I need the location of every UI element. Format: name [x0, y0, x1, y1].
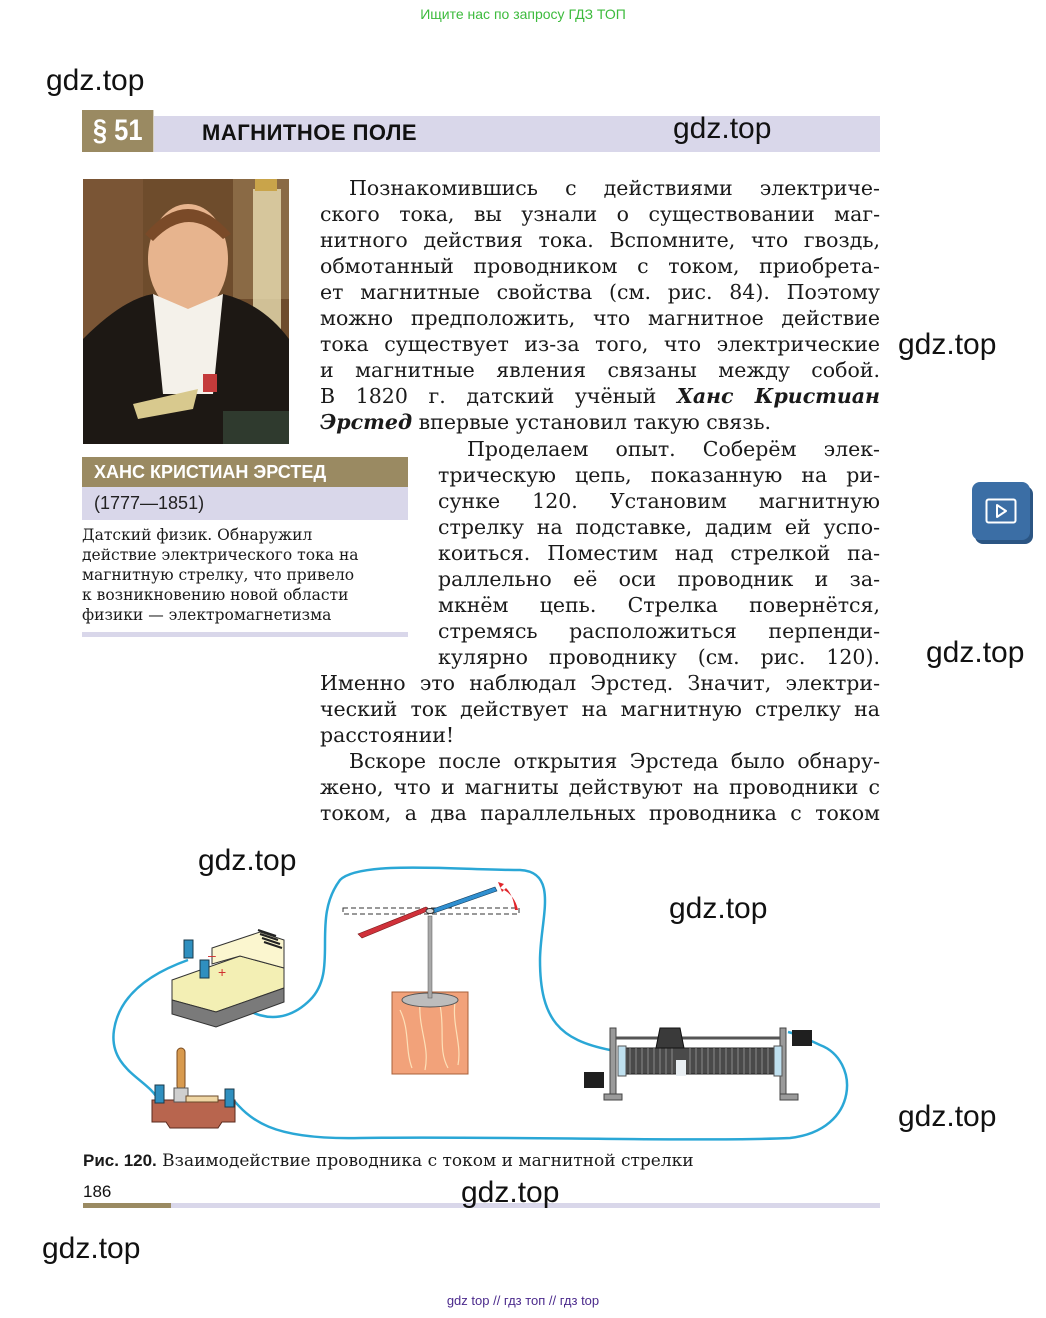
watermark: gdz.top: [898, 1100, 997, 1133]
text-line: [320, 383, 880, 409]
paragraph-2-continued: [320, 670, 880, 826]
text-line: и магнитные явления связаны между собой.: [320, 358, 880, 382]
bio-description: [82, 525, 408, 625]
bio-divider: [82, 632, 408, 637]
watermark: gdz.top: [898, 328, 997, 361]
text-line: сунке 120. Установим магнитную: [438, 489, 880, 513]
text-line: коиться. Поместим над стрелкой па-: [438, 541, 880, 565]
text-line: [320, 409, 880, 435]
paragraph-1: [320, 175, 880, 435]
text-line: током, а два параллельных проводника с током: [320, 801, 880, 825]
text-line: расстоянии!: [320, 723, 455, 747]
video-button[interactable]: [972, 482, 1030, 540]
text-line: ет магнитные свойства (см. рис. 84). Поэтому: [320, 280, 880, 304]
text-line: можно предположить, что магнитное действие: [320, 306, 880, 330]
play-video-icon: [985, 498, 1017, 524]
bio-line: магнитную стрелку, что привело: [82, 566, 355, 584]
bottom-links[interactable]: gdz top // гдз топ // гдз top: [446, 1293, 600, 1308]
page-number: 186: [83, 1182, 112, 1201]
watermark: gdz.top: [926, 636, 1025, 669]
section-title: МАГНИТНОЕ ПОЛЕ: [202, 120, 418, 145]
text-line: стремясь расположиться перпенди-: [438, 619, 880, 643]
bio-line: физики — электромагнетизма: [82, 606, 332, 624]
bio-name: ХАНС КРИСТИАН ЭРСТЕД: [82, 457, 408, 487]
text-line: кулярно проводнику (см. рис. 120).: [438, 645, 880, 669]
caption-label: Рис. 120.: [83, 1151, 157, 1170]
text-line: Проделаем опыт. Соберём элек-: [467, 437, 880, 461]
rheostat: [584, 1028, 812, 1100]
text-line: Именно это наблюдал Эрстед. Значит, электри-: [320, 671, 880, 695]
svg-text:+: +: [218, 964, 227, 980]
text-line: стрелку на подставке, дадим ей успо-: [438, 515, 880, 539]
top-banner[interactable]: Ищите нас по запросу ГДЗ ТОП: [420, 6, 626, 22]
watermark: gdz.top: [42, 1232, 141, 1265]
watermark: gdz.top: [673, 112, 772, 145]
svg-text:–: –: [208, 947, 216, 963]
knife-switch: [152, 1048, 235, 1128]
magnetic-needle-stand: [343, 882, 519, 1074]
text-line: раллельно её оси проводник и за-: [438, 567, 880, 591]
text-line: Познакомившись с действиями электриче-: [349, 176, 880, 200]
footer-divider-accent: [83, 1203, 171, 1208]
text-line: трическую цепь, показанную на ри-: [438, 463, 880, 487]
portrait-oersted: [83, 179, 289, 444]
watermark: gdz.top: [461, 1176, 560, 1209]
watermark: gdz.top: [669, 892, 768, 925]
caption-text: Взаимодействие проводника с током и магнитной стрелки: [156, 1151, 694, 1171]
watermark: gdz.top: [198, 844, 297, 877]
scientist-name-emphasis: Эрстед: [320, 410, 413, 434]
text-line: тока существует из-за того, что электрические: [320, 332, 880, 356]
text-line: ческий ток действует на магнитную стрелку на: [320, 697, 880, 721]
paragraph-2: [438, 436, 880, 670]
text-line: жено, что и магниты действуют на проводники с: [320, 775, 880, 799]
bio-line: действие электрического тока на: [82, 546, 359, 564]
bio-years: (1777—1851): [82, 487, 408, 520]
text-fragment: впервые установил такую связь.: [412, 410, 772, 434]
bio-line: к возникновению новой области: [82, 586, 349, 604]
text-line: Вскоре после открытия Эрстеда было обнару-: [349, 749, 880, 773]
text-fragment: В 1820 г. датский учёный: [320, 384, 677, 408]
text-line: обмотанный проводником с током, приобрета-: [320, 254, 880, 278]
section-number: § 51: [82, 110, 153, 152]
power-supply: [172, 930, 284, 1027]
figure-caption: [83, 1151, 694, 1171]
text-line: мкнём цепь. Стрелка повернётся,: [438, 593, 880, 617]
text-line: ского тока, вы узнали о существовании маг-: [320, 202, 880, 226]
watermark: gdz.top: [46, 64, 145, 97]
bio-line: Датский физик. Обнаружил: [82, 526, 313, 544]
text-line: нитного действия тока. Вспомните, что гвоздь,: [320, 228, 880, 252]
scientist-name-emphasis: Ханс Кристиан: [676, 384, 880, 408]
